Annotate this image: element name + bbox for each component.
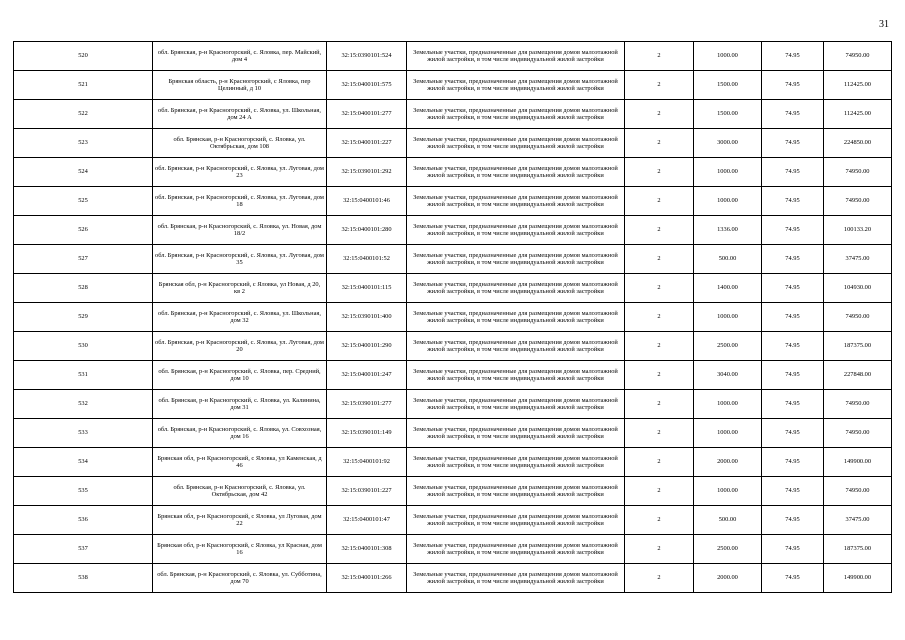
row-number-cell: 537 xyxy=(14,535,153,564)
cadastral-number-cell: 32:15:0400101:575 xyxy=(327,71,407,100)
group-cell: 2 xyxy=(625,564,694,593)
land-use-cell: Земельные участки, предназначенные для размещения домов малоэтажной жилой застройки, в том числе индивидуальной жилой застройки xyxy=(407,274,625,303)
land-use-cell: Земельные участки, предназначенные для размещения домов малоэтажной жилой застройки, в том числе индивидуальной жилой застройки xyxy=(407,303,625,332)
cadastral-value-cell: 100133.20 xyxy=(824,216,892,245)
cadastral-number-cell: 32:15:0400101:247 xyxy=(327,361,407,390)
group-cell: 2 xyxy=(625,332,694,361)
rate-cell: 74.95 xyxy=(762,361,824,390)
area-cell: 2500.00 xyxy=(694,332,762,361)
rate-cell: 74.95 xyxy=(762,158,824,187)
table-row xyxy=(14,506,892,535)
rate-cell: 74.95 xyxy=(762,129,824,158)
area-cell: 3000.00 xyxy=(694,129,762,158)
cadastral-value-cell: 37475.00 xyxy=(824,506,892,535)
group-cell: 2 xyxy=(625,448,694,477)
row-number-cell: 531 xyxy=(14,361,153,390)
group-cell: 2 xyxy=(625,245,694,274)
group-cell: 2 xyxy=(625,390,694,419)
cadastral-number-cell: 32:15:0390101:292 xyxy=(327,158,407,187)
rate-cell: 74.95 xyxy=(762,419,824,448)
cadastral-number-cell: 32:15:0390101:524 xyxy=(327,42,407,71)
area-cell: 1000.00 xyxy=(694,477,762,506)
land-valuation-table xyxy=(13,41,892,593)
area-cell: 1000.00 xyxy=(694,419,762,448)
cadastral-number-cell: 32:15:0400101:115 xyxy=(327,274,407,303)
cadastral-number-cell: 32:15:0400101:277 xyxy=(327,100,407,129)
row-number-cell: 534 xyxy=(14,448,153,477)
address-cell: обл. Брянская, р-н Красногорский, с. Яловка, ул. Луговая, дом 35 xyxy=(153,245,327,274)
land-use-cell: Земельные участки, предназначенные для размещения домов малоэтажной жилой застройки, в том числе индивидуальной жилой застройки xyxy=(407,129,625,158)
table-row xyxy=(14,477,892,506)
area-cell: 1000.00 xyxy=(694,303,762,332)
rate-cell: 74.95 xyxy=(762,187,824,216)
land-use-cell: Земельные участки, предназначенные для размещения домов малоэтажной жилой застройки, в том числе индивидуальной жилой застройки xyxy=(407,419,625,448)
area-cell: 500.00 xyxy=(694,245,762,274)
rate-cell: 74.95 xyxy=(762,535,824,564)
area-cell: 500.00 xyxy=(694,506,762,535)
row-number-cell: 521 xyxy=(14,71,153,100)
group-cell: 2 xyxy=(625,419,694,448)
cadastral-number-cell: 32:15:0400101:92 xyxy=(327,448,407,477)
cadastral-value-cell: 37475.00 xyxy=(824,245,892,274)
cadastral-value-cell: 187375.00 xyxy=(824,535,892,564)
area-cell: 1000.00 xyxy=(694,42,762,71)
rate-cell: 74.95 xyxy=(762,100,824,129)
cadastral-value-cell: 74950.00 xyxy=(824,187,892,216)
land-use-cell: Земельные участки, предназначенные для размещения домов малоэтажной жилой застройки, в том числе индивидуальной жилой застройки xyxy=(407,564,625,593)
rate-cell: 74.95 xyxy=(762,274,824,303)
table-row xyxy=(14,245,892,274)
rate-cell: 74.95 xyxy=(762,506,824,535)
land-use-cell: Земельные участки, предназначенные для размещения домов малоэтажной жилой застройки, в том числе индивидуальной жилой застройки xyxy=(407,100,625,129)
rate-cell: 74.95 xyxy=(762,390,824,419)
address-cell: обл. Брянская, р-н Красногорский, с. Яловка, ул. Совхозная, дом 16 xyxy=(153,419,327,448)
row-number-cell: 533 xyxy=(14,419,153,448)
row-number-cell: 524 xyxy=(14,158,153,187)
area-cell: 2000.00 xyxy=(694,448,762,477)
address-cell: обл. Брянская, р-н Красногорский, с. Яловка, ул. Калинина, дом 31 xyxy=(153,390,327,419)
group-cell: 2 xyxy=(625,477,694,506)
cadastral-value-cell: 224850.00 xyxy=(824,129,892,158)
row-number-cell: 529 xyxy=(14,303,153,332)
land-use-cell: Земельные участки, предназначенные для размещения домов малоэтажной жилой застройки, в том числе индивидуальной жилой застройки xyxy=(407,535,625,564)
cadastral-value-cell: 187375.00 xyxy=(824,332,892,361)
row-number-cell: 532 xyxy=(14,390,153,419)
group-cell: 2 xyxy=(625,535,694,564)
group-cell: 2 xyxy=(625,71,694,100)
cadastral-value-cell: 74950.00 xyxy=(824,42,892,71)
address-cell: обл. Брянская, р-н Красногорский, с. Яловка, ул. Школьная, дом 24 А xyxy=(153,100,327,129)
table-row xyxy=(14,71,892,100)
land-use-cell: Земельные участки, предназначенные для размещения домов малоэтажной жилой застройки, в том числе индивидуальной жилой застройки xyxy=(407,216,625,245)
row-number-cell: 525 xyxy=(14,187,153,216)
land-use-cell: Земельные участки, предназначенные для размещения домов малоэтажной жилой застройки, в том числе индивидуальной жилой застройки xyxy=(407,158,625,187)
address-cell: обл. Брянская, р-н Красногорский, с. Яловка, ул. Октябрьская, дом 108 xyxy=(153,129,327,158)
cadastral-number-cell: 32:15:0400101:290 xyxy=(327,332,407,361)
land-use-cell: Земельные участки, предназначенные для размещения домов малоэтажной жилой застройки, в том числе индивидуальной жилой застройки xyxy=(407,506,625,535)
table-row xyxy=(14,564,892,593)
area-cell: 1400.00 xyxy=(694,274,762,303)
row-number-cell: 530 xyxy=(14,332,153,361)
cadastral-value-cell: 74950.00 xyxy=(824,158,892,187)
area-cell: 1500.00 xyxy=(694,100,762,129)
table-row xyxy=(14,274,892,303)
table-row xyxy=(14,42,892,71)
cadastral-number-cell: 32:15:0400101:308 xyxy=(327,535,407,564)
land-use-cell: Земельные участки, предназначенные для размещения домов малоэтажной жилой застройки, в том числе индивидуальной жилой застройки xyxy=(407,390,625,419)
table-row xyxy=(14,216,892,245)
address-cell: обл. Брянская, р-н Красногорский, с. Яловка, пер. Средний, дом 10 xyxy=(153,361,327,390)
row-number-cell: 523 xyxy=(14,129,153,158)
cadastral-number-cell: 32:15:0390101:400 xyxy=(327,303,407,332)
row-number-cell: 527 xyxy=(14,245,153,274)
group-cell: 2 xyxy=(625,158,694,187)
land-use-cell: Земельные участки, предназначенные для размещения домов малоэтажной жилой застройки, в том числе индивидуальной жилой застройки xyxy=(407,42,625,71)
cadastral-value-cell: 104930.00 xyxy=(824,274,892,303)
row-number-cell: 526 xyxy=(14,216,153,245)
table-row xyxy=(14,332,892,361)
cadastral-number-cell: 32:15:0390101:149 xyxy=(327,419,407,448)
group-cell: 2 xyxy=(625,303,694,332)
table-row xyxy=(14,419,892,448)
row-number-cell: 520 xyxy=(14,42,153,71)
address-cell: обл. Брянская, р-н Красногорский, с. Яловка, ул. Субботина, дом 70 xyxy=(153,564,327,593)
group-cell: 2 xyxy=(625,129,694,158)
table-row xyxy=(14,535,892,564)
row-number-cell: 536 xyxy=(14,506,153,535)
table-row xyxy=(14,187,892,216)
rate-cell: 74.95 xyxy=(762,448,824,477)
group-cell: 2 xyxy=(625,187,694,216)
row-number-cell: 528 xyxy=(14,274,153,303)
land-use-cell: Земельные участки, предназначенные для размещения домов малоэтажной жилой застройки, в том числе индивидуальной жилой застройки xyxy=(407,71,625,100)
cadastral-number-cell: 32:15:0390101:277 xyxy=(327,390,407,419)
rate-cell: 74.95 xyxy=(762,564,824,593)
cadastral-number-cell: 32:15:0390101:227 xyxy=(327,477,407,506)
table-row xyxy=(14,129,892,158)
area-cell: 1000.00 xyxy=(694,158,762,187)
table-row xyxy=(14,390,892,419)
address-cell: обл. Брянская, р-н Красногорский, с. Яловка, пер. Майский, дом 4 xyxy=(153,42,327,71)
cadastral-value-cell: 74950.00 xyxy=(824,303,892,332)
table-body xyxy=(14,42,892,593)
table-row xyxy=(14,303,892,332)
cadastral-value-cell: 112425.00 xyxy=(824,71,892,100)
page-number: 31 xyxy=(879,19,889,30)
area-cell: 3040.00 xyxy=(694,361,762,390)
cadastral-value-cell: 149900.00 xyxy=(824,448,892,477)
group-cell: 2 xyxy=(625,274,694,303)
rate-cell: 74.95 xyxy=(762,42,824,71)
area-cell: 1000.00 xyxy=(694,390,762,419)
area-cell: 1500.00 xyxy=(694,71,762,100)
cadastral-number-cell: 32:15:0400101:227 xyxy=(327,129,407,158)
land-use-cell: Земельные участки, предназначенные для размещения домов малоэтажной жилой застройки, в том числе индивидуальной жилой застройки xyxy=(407,245,625,274)
group-cell: 2 xyxy=(625,100,694,129)
cadastral-number-cell: 32:15:0400101:46 xyxy=(327,187,407,216)
group-cell: 2 xyxy=(625,42,694,71)
land-use-cell: Земельные участки, предназначенные для размещения домов малоэтажной жилой застройки, в том числе индивидуальной жилой застройки xyxy=(407,187,625,216)
group-cell: 2 xyxy=(625,361,694,390)
area-cell: 1000.00 xyxy=(694,187,762,216)
rate-cell: 74.95 xyxy=(762,245,824,274)
address-cell: обл. Брянская, р-н Красногорский, с. Яловка, ул. Луговая, дом 18 xyxy=(153,187,327,216)
area-cell: 2500.00 xyxy=(694,535,762,564)
land-use-cell: Земельные участки, предназначенные для размещения домов малоэтажной жилой застройки, в том числе индивидуальной жилой застройки xyxy=(407,332,625,361)
row-number-cell: 538 xyxy=(14,564,153,593)
cadastral-number-cell: 32:15:0400101:47 xyxy=(327,506,407,535)
table-row xyxy=(14,361,892,390)
rate-cell: 74.95 xyxy=(762,332,824,361)
address-cell: обл. Брянская, р-н Красногорский, с. Яловка, ул. Луговая, дом 23 xyxy=(153,158,327,187)
rate-cell: 74.95 xyxy=(762,71,824,100)
address-cell: обл. Брянская, р-н Красногорский, с. Яловка, ул. Новая, дом 18/2 xyxy=(153,216,327,245)
table-row xyxy=(14,448,892,477)
address-cell: Брянская обл, р-н Красногорский, с Яловка, ул Луговая, дом 22 xyxy=(153,506,327,535)
address-cell: обл. Брянская, р-н Красногорский, с. Яловка, ул. Луговая, дом 20 xyxy=(153,332,327,361)
cadastral-value-cell: 74950.00 xyxy=(824,477,892,506)
rate-cell: 74.95 xyxy=(762,216,824,245)
address-cell: Брянская обл, р-н Красногорский, с Яловка, ул Новая, д 20, кв 2 xyxy=(153,274,327,303)
cadastral-value-cell: 74950.00 xyxy=(824,390,892,419)
address-cell: Брянская обл, р-н Красногорский, с Яловка, ул Красная, дом 16 xyxy=(153,535,327,564)
cadastral-number-cell: 32:15:0400101:280 xyxy=(327,216,407,245)
area-cell: 1336.00 xyxy=(694,216,762,245)
cadastral-number-cell: 32:15:0400101:266 xyxy=(327,564,407,593)
address-cell: Брянская область, р-н Красногорский, с Яловка, пер Целинный, д 10 xyxy=(153,71,327,100)
table-row xyxy=(14,100,892,129)
cadastral-value-cell: 227848.00 xyxy=(824,361,892,390)
group-cell: 2 xyxy=(625,506,694,535)
rate-cell: 74.95 xyxy=(762,303,824,332)
address-cell: Брянская обл, р-н Красногорский, с Яловка, ул Каменская, д 46 xyxy=(153,448,327,477)
cadastral-value-cell: 74950.00 xyxy=(824,419,892,448)
cadastral-value-cell: 149900.00 xyxy=(824,564,892,593)
row-number-cell: 522 xyxy=(14,100,153,129)
rate-cell: 74.95 xyxy=(762,477,824,506)
land-use-cell: Земельные участки, предназначенные для размещения домов малоэтажной жилой застройки, в том числе индивидуальной жилой застройки xyxy=(407,448,625,477)
area-cell: 2000.00 xyxy=(694,564,762,593)
row-number-cell: 535 xyxy=(14,477,153,506)
cadastral-number-cell: 32:15:0400101:52 xyxy=(327,245,407,274)
address-cell: обл. Брянская, р-н Красногорский, с. Яловка, ул. Школьная, дом 32 xyxy=(153,303,327,332)
group-cell: 2 xyxy=(625,216,694,245)
cadastral-value-cell: 112425.00 xyxy=(824,100,892,129)
table-row xyxy=(14,158,892,187)
land-use-cell: Земельные участки, предназначенные для размещения домов малоэтажной жилой застройки, в том числе индивидуальной жилой застройки xyxy=(407,361,625,390)
land-use-cell: Земельные участки, предназначенные для размещения домов малоэтажной жилой застройки, в том числе индивидуальной жилой застройки xyxy=(407,477,625,506)
address-cell: обл. Брянская, р-н Красногорский, с. Яловка, ул. Октябрьская, дом 42 xyxy=(153,477,327,506)
